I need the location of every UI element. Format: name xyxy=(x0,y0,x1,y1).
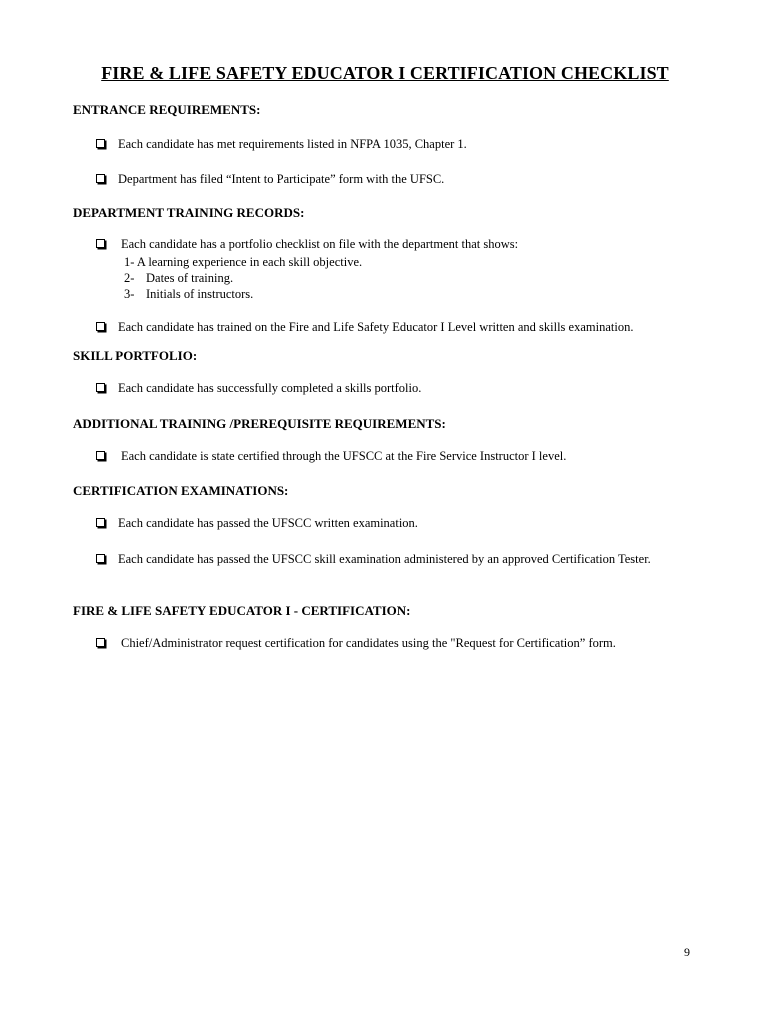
section-heading-skill-portfolio: SKILL PORTFOLIO: xyxy=(73,348,198,363)
checkbox[interactable] xyxy=(96,451,105,460)
page-title: FIRE & LIFE SAFETY EDUCATOR I CERTIFICATION CHECKLIST xyxy=(101,63,669,83)
checklist-item: Each candidate has met requirements listed in NFPA 1035, Chapter 1. xyxy=(118,137,467,151)
section-heading-additional-training: ADDITIONAL TRAINING /PREREQUISITE REQUIREMENTS: xyxy=(73,416,446,431)
sub-item-text: Dates of training. xyxy=(146,271,234,285)
checkbox[interactable] xyxy=(96,554,105,563)
checkbox[interactable] xyxy=(96,518,105,527)
sub-item-text: Initials of instructors. xyxy=(146,287,254,301)
checklist-item: Each candidate has passed the UFSCC written examination. xyxy=(118,516,418,530)
checklist-item: Each candidate has a portfolio checklist on file with the department that shows: xyxy=(121,237,519,251)
checkbox[interactable] xyxy=(96,139,105,148)
section-heading-certification-exams: CERTIFICATION EXAMINATIONS: xyxy=(73,483,289,498)
checklist-item: Department has filed “Intent to Participate” form with the UFSC. xyxy=(118,172,445,186)
sub-item xyxy=(124,254,362,270)
sub-item-number: 3- xyxy=(124,287,135,301)
checkbox[interactable] xyxy=(96,638,105,647)
checkbox[interactable] xyxy=(96,322,105,331)
sub-item-number: 1- xyxy=(124,255,135,269)
section-heading-certification: FIRE & LIFE SAFETY EDUCATOR I - CERTIFICATION: xyxy=(73,603,411,618)
checklist-item: Each candidate has successfully completed a skills portfolio. xyxy=(118,381,422,395)
checklist-item: Each candidate has passed the UFSCC skill examination administered by an approved Certification Tester. xyxy=(118,552,651,566)
section-heading-entrance: ENTRANCE REQUIREMENTS: xyxy=(73,102,261,117)
section-heading-training-records: DEPARTMENT TRAINING RECORDS: xyxy=(73,205,305,220)
page-number: 9 xyxy=(684,945,690,959)
sub-item xyxy=(124,286,253,302)
checkbox[interactable] xyxy=(96,239,105,248)
checkbox[interactable] xyxy=(96,383,105,392)
sub-item-text: A learning experience in each skill objective. xyxy=(136,255,363,269)
sub-item xyxy=(124,270,233,286)
checklist-item: Chief/Administrator request certification for candidates using the "Request for Certification” form. xyxy=(121,636,616,650)
checklist-item: Each candidate has trained on the Fire and Life Safety Educator I Level written and skills examination. xyxy=(118,320,634,334)
checkbox[interactable] xyxy=(96,174,105,183)
checklist-item: Each candidate is state certified through the UFSCC at the Fire Service Instructor I level. xyxy=(121,449,567,463)
sub-item-number: 2- xyxy=(124,271,135,285)
